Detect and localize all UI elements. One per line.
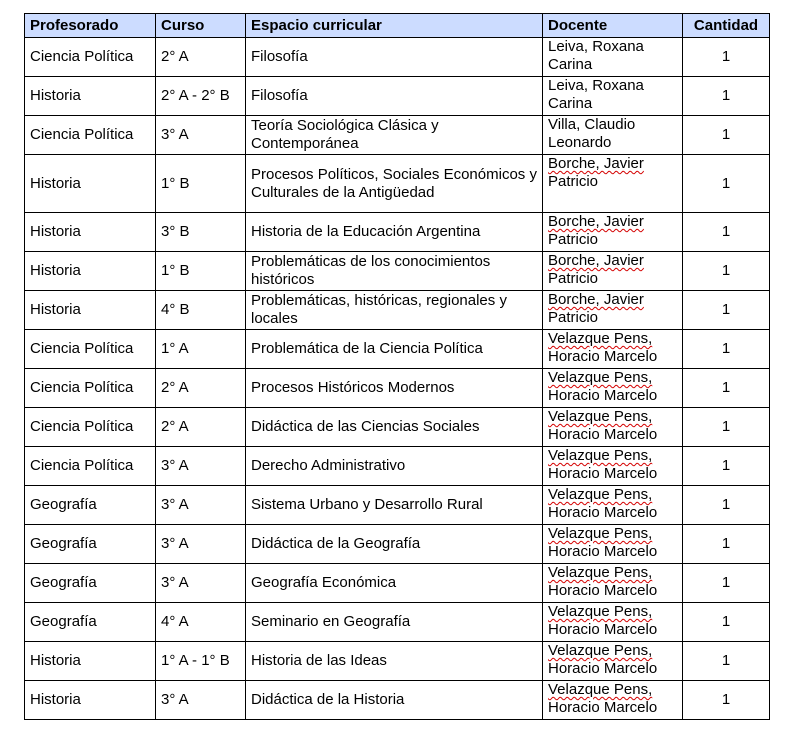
- cell-docente: [543, 330, 683, 369]
- table-row: [25, 408, 770, 447]
- docente-line-2: Patricio: [548, 173, 599, 190]
- cell-curso: 4° A: [156, 603, 246, 642]
- cell-profesorado: Geografía: [25, 486, 156, 525]
- docente-line-2: Patricio: [548, 231, 599, 248]
- docente-line-1: Velazque Pens,: [548, 447, 653, 464]
- header-curso: Curso: [156, 14, 246, 38]
- cell-espacio-curricular: Didáctica de la Historia: [246, 681, 543, 720]
- table-row: [25, 38, 770, 77]
- cell-espacio-curricular: Historia de las Ideas: [246, 642, 543, 681]
- cell-docente: [543, 155, 683, 213]
- table-row: [25, 155, 770, 213]
- cell-cantidad: 1: [683, 155, 770, 213]
- cell-docente: [543, 486, 683, 525]
- cell-profesorado: Historia: [25, 291, 156, 330]
- cell-docente: [543, 77, 683, 116]
- cell-espacio-curricular: Filosofía: [246, 77, 543, 116]
- header-profesorado: Profesorado: [25, 14, 156, 38]
- table-row: [25, 447, 770, 486]
- cell-cantidad: 1: [683, 525, 770, 564]
- docente-line-1: Velazque Pens,: [548, 603, 653, 620]
- docente-line-2: Horacio Marcelo: [548, 660, 658, 677]
- cell-cantidad: 1: [683, 252, 770, 291]
- cell-espacio-curricular: Derecho Administrativo: [246, 447, 543, 486]
- cell-profesorado: Historia: [25, 155, 156, 213]
- docente-line-1: Velazque Pens,: [548, 408, 653, 425]
- cell-espacio-curricular: Procesos Políticos, Sociales Económicos y Culturales de la Antigüedad: [246, 155, 543, 213]
- cell-profesorado: Ciencia Política: [25, 116, 156, 155]
- docente-line-1: Velazque Pens,: [548, 642, 653, 659]
- cell-docente: [543, 447, 683, 486]
- cell-docente: [543, 252, 683, 291]
- cell-profesorado: Historia: [25, 252, 156, 291]
- cell-docente: [543, 213, 683, 252]
- cell-docente: [543, 642, 683, 681]
- docente-line-2: Horacio Marcelo: [548, 621, 658, 638]
- cell-curso: 2° A: [156, 38, 246, 77]
- cell-cantidad: 1: [683, 486, 770, 525]
- cell-cantidad: 1: [683, 213, 770, 252]
- docente-line-1: Leiva, Roxana: [548, 38, 644, 55]
- docente-line-1: Borche, Javier: [548, 252, 644, 269]
- cell-cantidad: 1: [683, 564, 770, 603]
- docente-line-2: Leonardo: [548, 134, 612, 151]
- cell-espacio-curricular: Filosofía: [246, 38, 543, 77]
- table-row: [25, 77, 770, 116]
- cell-cantidad: 1: [683, 447, 770, 486]
- table-row: [25, 642, 770, 681]
- cell-cantidad: 1: [683, 642, 770, 681]
- table-row: [25, 564, 770, 603]
- docente-line-2: Horacio Marcelo: [548, 348, 658, 365]
- table-body: [25, 38, 770, 720]
- cell-espacio-curricular: Geografía Económica: [246, 564, 543, 603]
- cell-espacio-curricular: Historia de la Educación Argentina: [246, 213, 543, 252]
- table-row: [25, 116, 770, 155]
- table-row: [25, 681, 770, 720]
- cell-docente: [543, 681, 683, 720]
- docente-line-1: Velazque Pens,: [548, 369, 653, 386]
- cell-cantidad: 1: [683, 369, 770, 408]
- docente-line-1: Borche, Javier: [548, 291, 644, 308]
- cell-espacio-curricular: Didáctica de la Geografía: [246, 525, 543, 564]
- docente-line-2: Horacio Marcelo: [548, 387, 658, 404]
- cell-curso: 2° A: [156, 408, 246, 447]
- cell-profesorado: Ciencia Política: [25, 408, 156, 447]
- cell-curso: 3° A: [156, 525, 246, 564]
- cell-espacio-curricular: Problemática de la Ciencia Política: [246, 330, 543, 369]
- cell-curso: 2° A - 2° B: [156, 77, 246, 116]
- cell-cantidad: 1: [683, 408, 770, 447]
- cell-curso: 3° A: [156, 564, 246, 603]
- cell-profesorado: Geografía: [25, 603, 156, 642]
- docente-line-1: Velazque Pens,: [548, 525, 653, 542]
- header-docente: Docente: [543, 14, 683, 38]
- cell-cantidad: 1: [683, 681, 770, 720]
- table-row: [25, 291, 770, 330]
- docente-line-1: Borche, Javier: [548, 155, 644, 172]
- cell-docente: [543, 38, 683, 77]
- document-page: [24, 13, 770, 720]
- cell-curso: 2° A: [156, 369, 246, 408]
- docente-line-1: Villa, Claudio: [548, 116, 636, 133]
- cell-espacio-curricular: Problemáticas, históricas, regionales y locales: [246, 291, 543, 330]
- docente-line-2: Horacio Marcelo: [548, 465, 658, 482]
- cell-espacio-curricular: Seminario en Geografía: [246, 603, 543, 642]
- docente-line-2: Horacio Marcelo: [548, 504, 658, 521]
- docente-line-2: Horacio Marcelo: [548, 699, 658, 716]
- table-header-row: [25, 14, 770, 38]
- cell-cantidad: 1: [683, 38, 770, 77]
- cell-curso: 3° B: [156, 213, 246, 252]
- cell-curso: 3° A: [156, 486, 246, 525]
- cell-docente: [543, 603, 683, 642]
- table-row: [25, 486, 770, 525]
- cell-profesorado: Ciencia Política: [25, 369, 156, 408]
- header-cantidad: Cantidad: [683, 14, 770, 38]
- cell-curso: 1° A - 1° B: [156, 642, 246, 681]
- cell-docente: [543, 116, 683, 155]
- cell-profesorado: Historia: [25, 77, 156, 116]
- cell-curso: 3° A: [156, 447, 246, 486]
- table-row: [25, 603, 770, 642]
- cell-profesorado: Geografía: [25, 564, 156, 603]
- docente-line-2: Patricio: [548, 270, 599, 287]
- cell-espacio-curricular: Teoría Sociológica Clásica y Contemporánea: [246, 116, 543, 155]
- docente-line-2: Horacio Marcelo: [548, 426, 658, 443]
- cell-curso: 1° A: [156, 330, 246, 369]
- table-row: [25, 252, 770, 291]
- docente-line-1: Velazque Pens,: [548, 330, 653, 347]
- cell-docente: [543, 291, 683, 330]
- docente-line-1: Velazque Pens,: [548, 486, 653, 503]
- cell-cantidad: 1: [683, 603, 770, 642]
- cell-profesorado: Historia: [25, 642, 156, 681]
- cell-profesorado: Historia: [25, 213, 156, 252]
- table-row: [25, 525, 770, 564]
- cell-cantidad: 1: [683, 330, 770, 369]
- cell-espacio-curricular: Didáctica de las Ciencias Sociales: [246, 408, 543, 447]
- docente-line-1: Leiva, Roxana: [548, 77, 644, 94]
- cell-espacio-curricular: Procesos Históricos Modernos: [246, 369, 543, 408]
- cell-profesorado: Historia: [25, 681, 156, 720]
- cell-docente: [543, 564, 683, 603]
- cell-cantidad: 1: [683, 291, 770, 330]
- docente-line-2: Carina: [548, 95, 593, 112]
- docente-line-1: Borche, Javier: [548, 213, 644, 230]
- teachers-table: [24, 13, 770, 720]
- cell-docente: [543, 369, 683, 408]
- cell-curso: 4° B: [156, 291, 246, 330]
- table-row: [25, 369, 770, 408]
- cell-profesorado: Geografía: [25, 525, 156, 564]
- cell-curso: 1° B: [156, 155, 246, 213]
- cell-docente: [543, 408, 683, 447]
- cell-curso: 3° A: [156, 681, 246, 720]
- docente-line-1: Velazque Pens,: [548, 681, 653, 698]
- cell-espacio-curricular: Sistema Urbano y Desarrollo Rural: [246, 486, 543, 525]
- table-row: [25, 330, 770, 369]
- cell-espacio-curricular: Problemáticas de los conocimientos históricos: [246, 252, 543, 291]
- docente-line-1: Velazque Pens,: [548, 564, 653, 581]
- cell-docente: [543, 525, 683, 564]
- cell-profesorado: Ciencia Política: [25, 330, 156, 369]
- docente-line-2: Carina: [548, 56, 593, 73]
- table-row: [25, 213, 770, 252]
- cell-cantidad: 1: [683, 77, 770, 116]
- docente-line-2: Horacio Marcelo: [548, 582, 658, 599]
- docente-line-2: Horacio Marcelo: [548, 543, 658, 560]
- docente-line-2: Patricio: [548, 309, 599, 326]
- cell-cantidad: 1: [683, 116, 770, 155]
- cell-curso: 3° A: [156, 116, 246, 155]
- cell-profesorado: Ciencia Política: [25, 38, 156, 77]
- cell-profesorado: Ciencia Política: [25, 447, 156, 486]
- header-espacio-curricular: Espacio curricular: [246, 14, 543, 38]
- cell-curso: 1° B: [156, 252, 246, 291]
